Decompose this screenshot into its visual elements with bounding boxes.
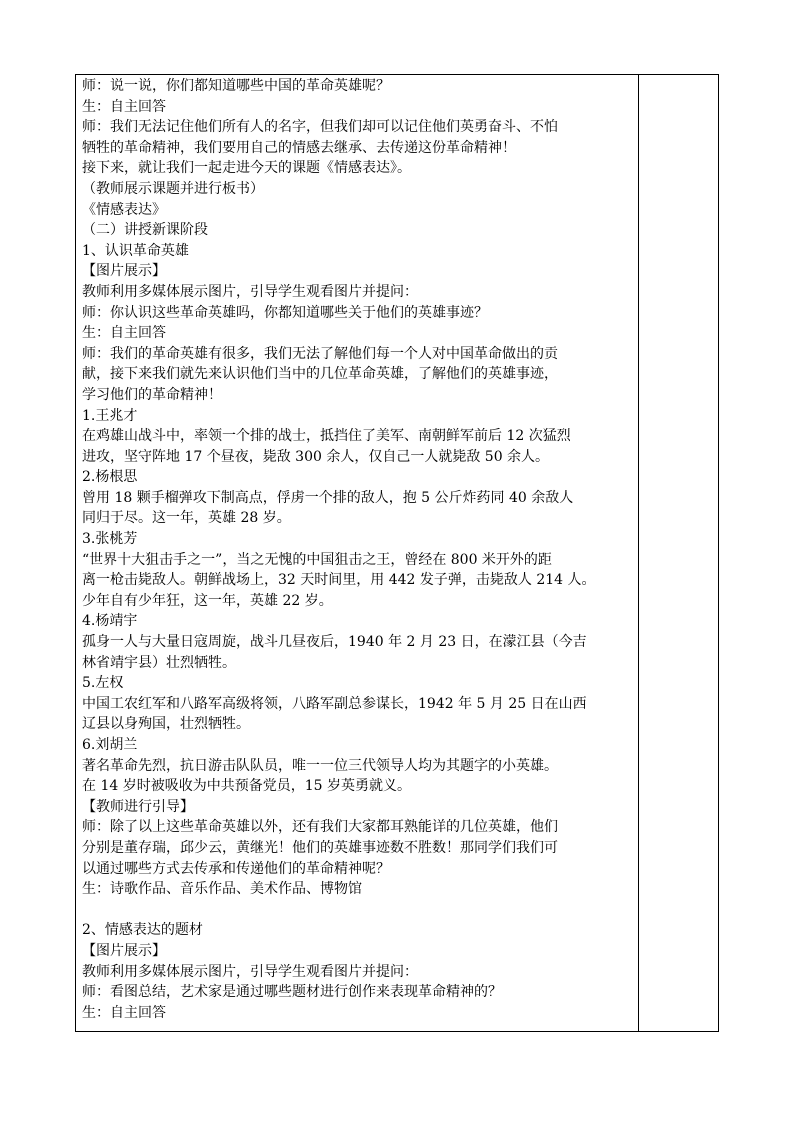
text-line: 4.杨靖宇	[82, 613, 138, 630]
text-line: 师：我们无法记住他们所有人的名字，但我们却可以记住他们英勇奋斗、不怕	[82, 119, 558, 136]
text-line: 师：除了以上这些革命英雄以外，还有我们大家都耳熟能详的几位英雄，他们	[82, 819, 558, 836]
text-line: 离一枪击毙敌人。朝鲜战场上，32 天时间里，用 442 发子弹，击毙敌人 214 人。	[82, 572, 596, 589]
text-line: 2.杨根思	[82, 469, 138, 486]
text-line: 中国工农红军和八路军高级将领，八路军副总参谋长，1942 年 5 月 25 日在山西	[82, 695, 587, 712]
text-line: 师：我们的革命英雄有很多，我们无法了解他们每一个人对中国革命做出的贡	[82, 345, 558, 362]
text-line: 生：自主回答	[82, 98, 166, 115]
text-line: 进攻，坚守阵地 17 个昼夜，毙敌 300 余人，仅自己一人就毙敌 50 余人。	[82, 448, 550, 465]
text-line: 在鸡雄山战斗中，率领一个排的战士，抵挡住了美军、南朝鲜军前后 12 次猛烈	[82, 428, 571, 445]
text-line: 献，接下来我们就先来认识他们当中的几位革命英雄，了解他们的英雄事迹，	[82, 366, 558, 383]
text-line: 孤身一人与大量日寇周旋，战斗几昼夜后，1940 年 2 月 23 日，在濛江县（今吉	[82, 634, 587, 651]
text-line: 1、认识革命英雄	[82, 242, 189, 259]
text-line: 师：你认识这些革命英雄吗，你都知道哪些关于他们的英雄事迹？	[82, 304, 488, 321]
text-line: 3.张桃芳	[82, 531, 138, 548]
text-line: 师：说一说，你们都知道哪些中国的革命英雄呢？	[82, 78, 390, 94]
text-line: 生：自主回答	[82, 1004, 166, 1021]
lesson-text	[82, 76, 638, 1023]
text-line: 接下来，就让我们一起走进今天的课题《情感表达》。	[82, 160, 411, 177]
text-line: （教师展示课题并进行板书）	[82, 180, 264, 197]
text-line: 牺牲的革命精神，我们要用自己的情感去继承、去传递这份革命精神！	[82, 139, 516, 156]
lesson-content-cell	[76, 75, 639, 1031]
lesson-table	[75, 74, 719, 1032]
blank-line	[82, 900, 638, 921]
text-line: “世界十大狙击手之一”，当之无愧的中国狙击之王，曾经在 800 米开外的距	[82, 551, 552, 568]
text-line: 在 14 岁时被吸收为中共预备党员，15 岁英勇就义。	[82, 778, 411, 795]
text-line: 师：看图总结，艺术家是通过哪些题材进行创作来表现革命精神的？	[82, 984, 502, 1001]
text-line: 【教师进行引导】	[82, 798, 194, 815]
text-line: 学习他们的革命精神！	[82, 386, 222, 403]
text-line: 分别是董存瑞，邱少云，黄继光！他们的英雄事迹数不胜数！那同学们我们可	[82, 839, 558, 856]
notes-cell	[639, 75, 718, 1031]
text-line: 生：诗歌作品、音乐作品、美术作品、博物馆	[82, 881, 362, 898]
text-line: 少年自有少年狂，这一年，英雄 22 岁。	[82, 592, 333, 609]
text-line: 曾用 18 颗手榴弹攻下制高点，俘虏一个排的敌人，抱 5 公斤炸药同 40 余敌人	[82, 489, 574, 506]
text-line: 2、情感表达的题材	[82, 922, 203, 939]
text-line: 1.王兆才	[82, 407, 138, 424]
text-line: 5.左权	[82, 675, 124, 692]
text-line: 【图片展示】	[82, 942, 166, 959]
text-line: 著名革命先烈，抗日游击队队员，唯一一位三代领导人均为其题字的小英雄。	[82, 757, 558, 774]
text-line: 6.刘胡兰	[82, 737, 138, 753]
text-line: 生：自主回答	[82, 325, 166, 342]
text-line: 以通过哪些方式去传承和传递他们的革命精神呢？	[82, 860, 390, 877]
text-line: 教师利用多媒体展示图片，引导学生观看图片并提问：	[82, 283, 418, 300]
text-line: 同归于尽。这一年，英雄 28 岁。	[82, 510, 291, 527]
text-line: 辽县以身殉国，壮烈牺牲。	[82, 716, 250, 733]
text-line: 教师利用多媒体展示图片，引导学生观看图片并提问：	[82, 963, 418, 980]
text-line: 《情感表达》	[82, 201, 166, 218]
text-line: （二）讲授新课阶段	[82, 222, 208, 239]
text-line: 林省靖宇县）壮烈牺牲。	[82, 654, 236, 671]
text-line: 【图片展示】	[82, 263, 166, 280]
